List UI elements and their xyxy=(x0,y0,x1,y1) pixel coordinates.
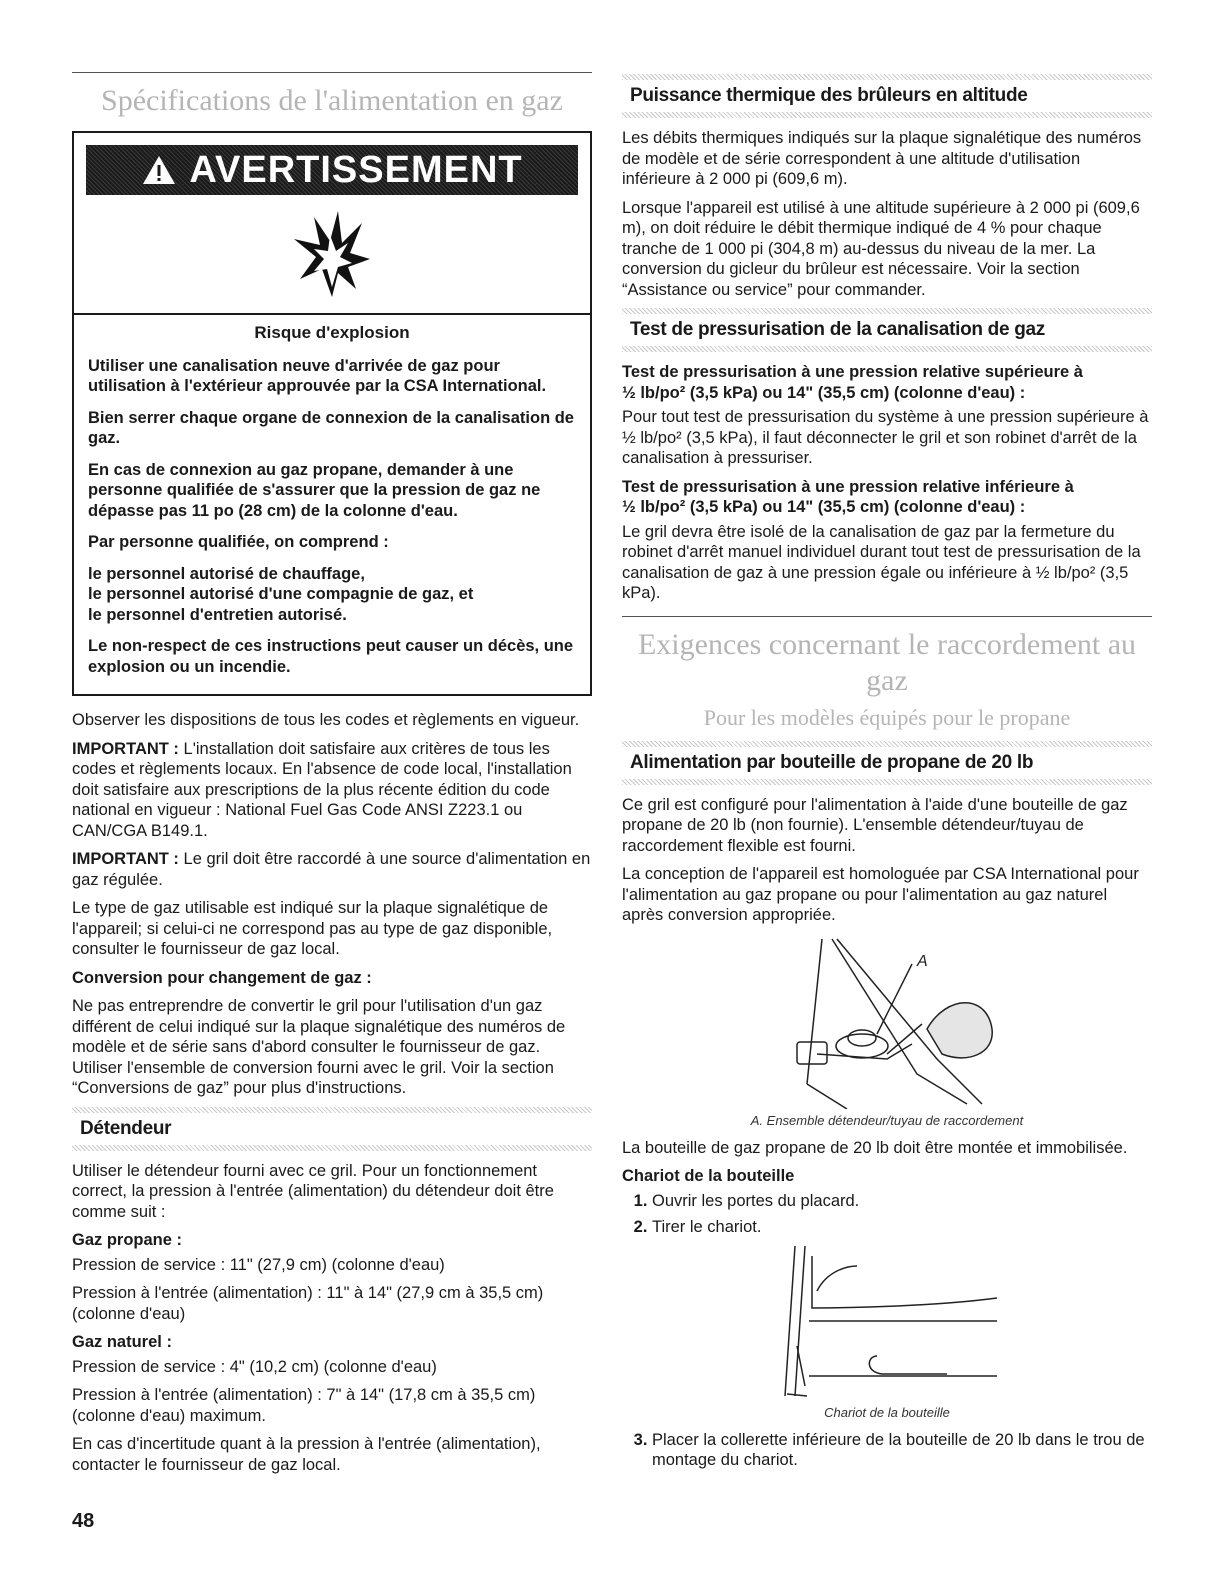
regulator-hose-illustration xyxy=(737,934,1037,1109)
test-sup-label-b: ½ lb/po² (3,5 kPa) ou 14" (35,5 cm) (colonne d'eau) : xyxy=(622,383,1026,402)
important2-label: IMPORTANT : xyxy=(72,850,179,868)
altitude-heading: Puissance thermique des brûleurs en altitude xyxy=(630,85,1028,106)
hatch-rule xyxy=(72,1145,592,1151)
incertitude-paragraph: En cas d'incertitude quant à la pression à l'entrée (alimentation), contacter le fournisseur de gaz local. xyxy=(72,1435,541,1474)
page-number: 48 xyxy=(72,1510,95,1532)
detendeur-paragraph: Utiliser le détendeur fourni avec ce gril. Pour un fonctionnement correct, la pression à l'entrée (alimentation) du détendeur doit être comme suit : xyxy=(72,1161,554,1221)
detendeur-heading: Détendeur xyxy=(80,1117,172,1139)
test-sup-text: Pour tout test de pressurisation du système à une pression supérieure à ½ lb/po² (3,5 kPa), il faut déconnecter le gril et son robinet d'arrêt de la canalisation à pressuriser. xyxy=(622,408,1149,467)
test-sup-label xyxy=(622,362,1152,403)
propane-heading: Gaz propane : xyxy=(72,1231,183,1249)
important2-paragraph xyxy=(72,849,592,890)
warning-p3: En cas de connexion au gaz propane, demander à une personne qualifiée de s'assurer que la pression de gaz ne dépasse pas 11 po (28 cm) de la colonne d'eau. xyxy=(88,460,541,520)
important2-text: Le gril doit être raccordé à une source d'alimentation en gaz régulée. xyxy=(72,850,591,889)
detendeur-heading-block xyxy=(72,1107,592,1151)
important1-text: L'installation doit satisfaire aux critères de tous les codes et règlements locaux. En l'absence de code local, l'installation doit satisfaire aux prescriptions de la plus récente édition du code national en vigueur : National Fuel Gas Code ANSI Z223.1 ou CAN/CGA B149.1. xyxy=(72,739,572,840)
regulator-figure xyxy=(622,934,1152,1128)
important1-paragraph xyxy=(72,739,592,842)
observer-paragraph: Observer les dispositions de tous les codes et règlements en vigueur. xyxy=(72,711,580,729)
warning-icon-area xyxy=(74,195,590,315)
warning-p2: Bien serrer chaque organe de connexion de la canalisation de gaz. xyxy=(88,408,574,447)
naturel-service: Pression de service : 4" (10,2 cm) (colonne d'eau) xyxy=(72,1357,437,1376)
step-2: 2. Tirer le chariot. xyxy=(652,1217,1152,1238)
important1-label: IMPORTANT : xyxy=(72,739,179,758)
warning-p1: Utiliser une canalisation neuve d'arrivée de gaz pour utilisation à l'extérieur approuvée par la CSA International. xyxy=(88,356,547,395)
propane-entree: Pression à l'entrée (alimentation) : 11" à 14" (27,9 cm à 35,5 cm) (colonne d'eau) xyxy=(72,1284,544,1323)
hatch-rule xyxy=(622,346,1152,352)
chariot-heading: Chariot de la bouteille xyxy=(622,1167,795,1185)
steps-list-continued xyxy=(622,1430,1152,1471)
altitude-heading-block xyxy=(622,74,1152,118)
step-3: 3. Placer la collerette inférieure de la bouteille de 20 lb dans le trou de montage du chariot. xyxy=(652,1430,1152,1471)
warning-box xyxy=(72,131,592,696)
propane-service: Pression de service : 11" (27,9 cm) (colonne d'eau) xyxy=(72,1255,445,1274)
right-column xyxy=(622,72,1152,1479)
cart-illustration xyxy=(757,1246,1017,1401)
altitude-p1: Les débits thermiques indiqués sur la plaque signalétique des numéros de modèle et de série correspondent à une altitude d'utilisation inférieure à 2 000 pi (609,6 m). xyxy=(622,129,1142,188)
bouteille-heading-block xyxy=(622,741,1152,785)
warning-banner-text: AVERTISSEMENT xyxy=(189,148,523,191)
warning-p4: Par personne qualifiée, on comprend : xyxy=(88,533,389,551)
test-heading-block xyxy=(622,308,1152,352)
bouteille-p1: Ce gril est configuré pour l'alimentation à l'aide d'une bouteille de gaz propane de 20 lb (non fournie). L'ensemble détendeur/tuyau de raccordement flexible est fourni. xyxy=(622,795,1128,855)
test-inf-label xyxy=(622,477,1152,518)
section-title-gas-spec: Spécifications de l'alimentation en gaz xyxy=(101,84,563,117)
explosion-icon xyxy=(292,209,372,299)
fig2-caption: Chariot de la bouteille xyxy=(824,1404,950,1420)
test-sup-label-a: Test de pressurisation à une pression relative supérieure à xyxy=(622,363,1083,381)
fig1-caption: A. Ensemble détendeur/tuyau de raccordement xyxy=(750,1112,1024,1128)
hatch-rule xyxy=(622,779,1152,785)
warning-p5a: le personnel autorisé de chauffage, xyxy=(88,564,365,583)
test-heading: Test de pressurisation de la canalisation de gaz xyxy=(630,319,1045,340)
warning-text xyxy=(74,315,590,694)
bouteille-p3: La bouteille de gaz propane de 20 lb doit être montée et immobilisée. xyxy=(622,1138,1128,1157)
warning-triangle-icon xyxy=(141,154,177,186)
hatch-rule xyxy=(622,112,1152,118)
warning-title: Risque d'explosion xyxy=(254,323,410,342)
fig1-label-a: A xyxy=(917,952,928,970)
conversion-paragraph: Ne pas entreprendre de convertir le gril pour l'utilisation d'un gaz différent de celui indiqué sur la plaque signalétique des numéros de modèle et de série sans d'abord consulter le fournisseur de gaz. Utiliser l'ensemble de conversion fourni avec le gril. Voir la section “Conversions de gaz” pour plus d'instructions. xyxy=(72,997,566,1097)
steps-list xyxy=(622,1191,1152,1238)
type-paragraph: Le type de gaz utilisable est indiqué sur la plaque signalétique de l'appareil; si celui-ci ne correspond pas au type de gaz disponible, consulter le fournisseur de gaz local. xyxy=(72,899,553,958)
step-1: 1. Ouvrir les portes du placard. xyxy=(652,1191,1152,1212)
top-rule xyxy=(72,72,592,73)
warning-p5 xyxy=(88,564,576,626)
left-column xyxy=(72,72,592,1483)
conversion-heading: Conversion pour changement de gaz : xyxy=(72,968,372,987)
test-inf-label-a: Test de pressurisation à une pression relative inférieure à xyxy=(622,477,1074,496)
altitude-p2: Lorsque l'appareil est utilisé à une altitude supérieure à 2 000 pi (609,6 m), on doit réduire le débit thermique indiqué de 4 % pour chaque tranche de 1 000 pi (304,8 m) au-dessus du niveau de la mer. La conversion du gicleur du brûleur est nécessaire. Voir la section “Assistance ou service” pour commander. xyxy=(622,198,1140,299)
section-title-exigences: Exigences concernant le raccordement au gaz xyxy=(637,627,1137,697)
bouteille-heading: Alimentation par bouteille de propane de 20 lb xyxy=(630,751,1034,773)
warning-banner xyxy=(86,145,578,195)
test-inf-text: Le gril devra être isolé de la canalisation de gaz par la fermeture du robinet d'arrêt manuel individuel durant tout test de pressurisation de la canalisation de gaz à une pression égale ou inférieure à ½ lb/po² (3,5 kPa). xyxy=(622,522,1141,602)
bouteille-p2: La conception de l'appareil est homologuée par CSA International pour l'alimentation au gaz propane ou pour l'alimentation au gaz naturel après conversion appropriée. xyxy=(622,865,1139,924)
section-subtitle-propane: Pour les modèles équipés pour le propane xyxy=(703,704,1071,730)
warning-p5c: le personnel d'entretien autorisé. xyxy=(88,605,347,624)
naturel-heading: Gaz naturel : xyxy=(72,1333,172,1351)
naturel-entree: Pression à l'entrée (alimentation) : 7" à 14" (17,8 cm à 35,5 cm) (colonne d'eau) maximum. xyxy=(72,1386,536,1425)
test-inf-label-b: ½ lb/po² (3,5 kPa) ou 14" (35,5 cm) (colonne d'eau) : xyxy=(622,498,1026,516)
mid-rule xyxy=(622,616,1152,617)
warning-p5b: le personnel autorisé d'une compagnie de gaz, et xyxy=(88,585,474,603)
warning-p6: Le non-respect de ces instructions peut causer un décès, une explosion ou un incendie. xyxy=(88,637,574,676)
cart-figure xyxy=(622,1246,1152,1420)
